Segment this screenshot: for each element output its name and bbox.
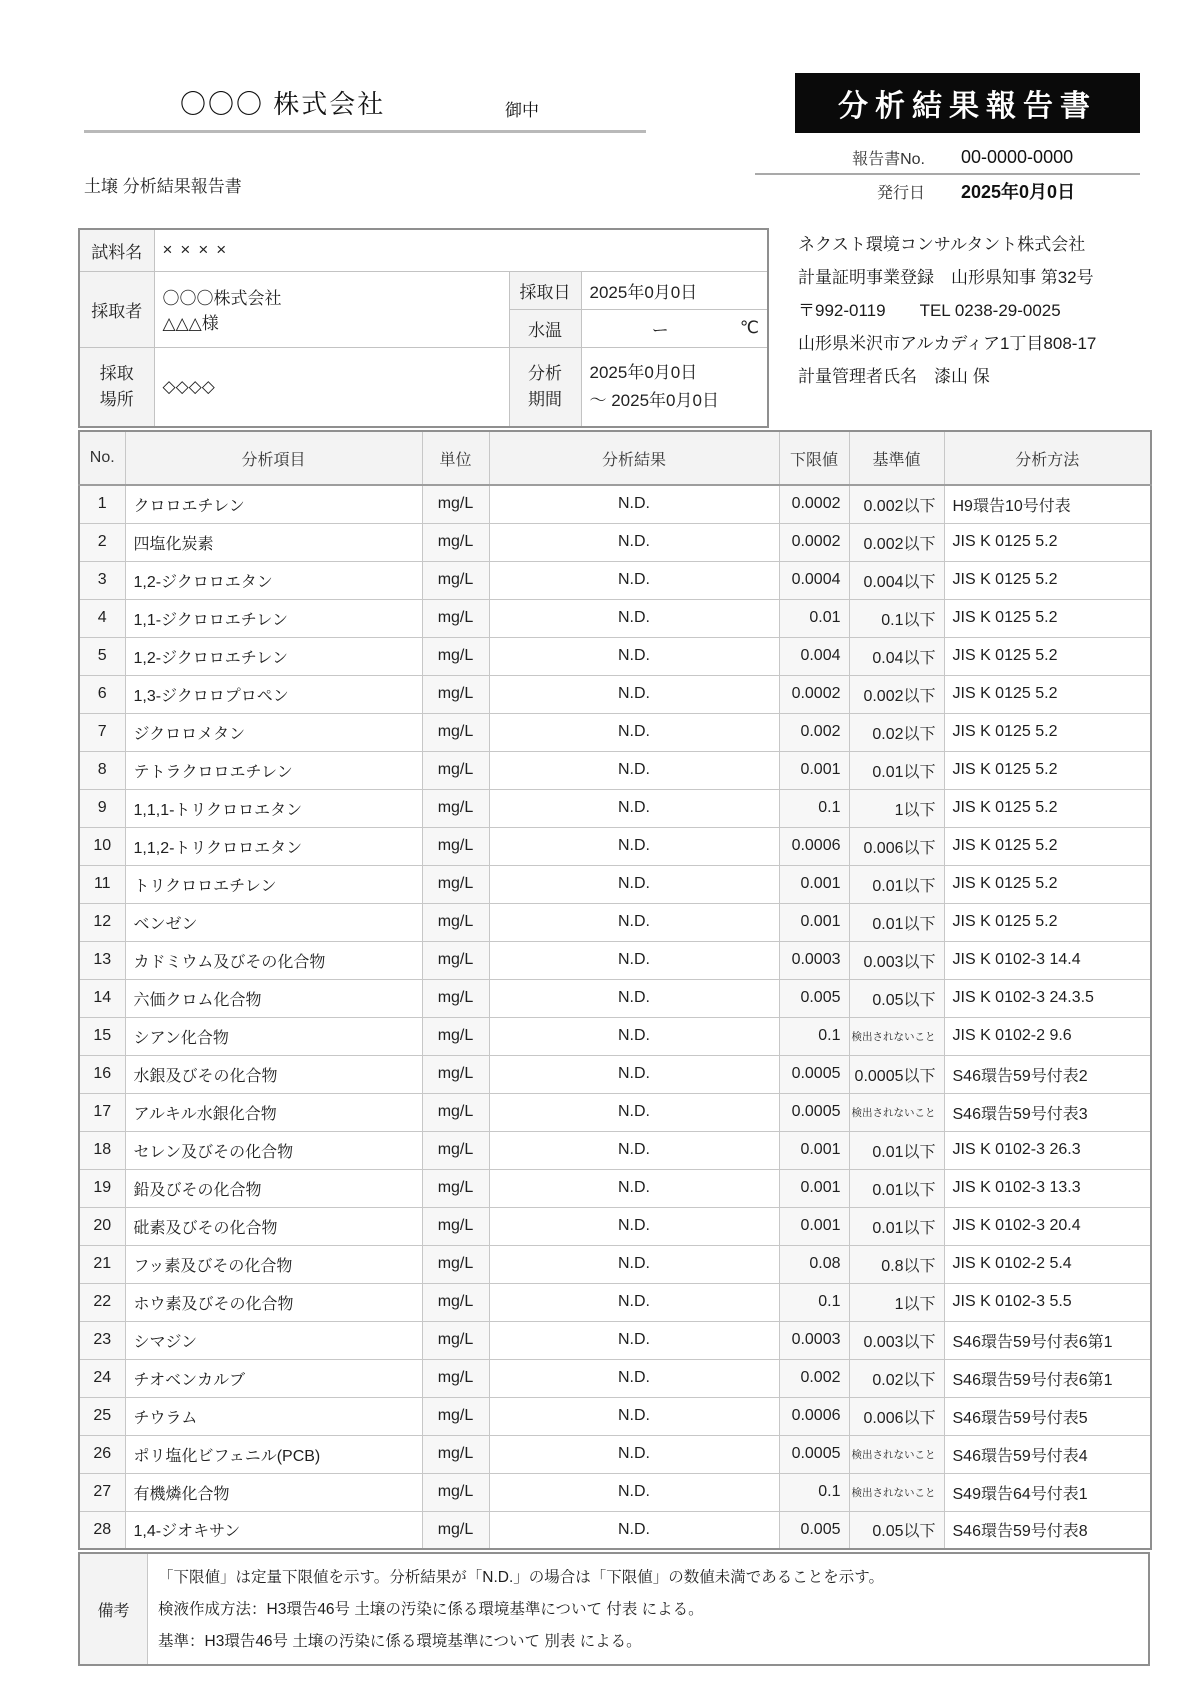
- cell-lower-limit: 0.005: [779, 979, 849, 1017]
- remarks-box: [78, 1552, 1150, 1666]
- cell-item: 鉛及びその化合物: [125, 1169, 422, 1207]
- cell-unit: mg/L: [422, 903, 489, 941]
- cell-standard: 0.002以下: [849, 675, 944, 713]
- cell-standard: 検出されないこと: [849, 1093, 944, 1131]
- cell-unit: mg/L: [422, 1055, 489, 1093]
- cell-standard: 0.02以下: [849, 713, 944, 751]
- cell-result: N.D.: [489, 599, 779, 637]
- cell-method: S46環告59号付表8: [944, 1511, 1151, 1549]
- cell-standard: 0.003以下: [849, 1321, 944, 1359]
- cell-standard: 0.02以下: [849, 1359, 944, 1397]
- cell-unit: mg/L: [422, 865, 489, 903]
- period-label-line2: 期間: [528, 389, 562, 409]
- cell-standard: 0.04以下: [849, 637, 944, 675]
- cell-method: JIS K 0125 5.2: [944, 827, 1151, 865]
- cell-lower-limit: 0.001: [779, 1169, 849, 1207]
- cell-method: JIS K 0125 5.2: [944, 751, 1151, 789]
- cell-no: 23: [79, 1321, 125, 1359]
- cell-method: JIS K 0125 5.2: [944, 903, 1151, 941]
- cell-result: N.D.: [489, 903, 779, 941]
- cell-no: 9: [79, 789, 125, 827]
- cell-standard: 0.006以下: [849, 827, 944, 865]
- cell-item: 1,4-ジオキサン: [125, 1511, 422, 1549]
- cell-method: JIS K 0102-3 5.5: [944, 1283, 1151, 1321]
- cell-standard: 0.01以下: [849, 1169, 944, 1207]
- cell-no: 28: [79, 1511, 125, 1549]
- report-no-value: 00-0000-0000: [961, 146, 1074, 167]
- cell-lower-limit: 0.0006: [779, 1397, 849, 1435]
- cell-unit: mg/L: [422, 1283, 489, 1321]
- cell-result: N.D.: [489, 1245, 779, 1283]
- sample-info-table: [78, 228, 769, 428]
- cell-item: 六価クロム化合物: [125, 979, 422, 1017]
- cell-item: チオベンカルブ: [125, 1359, 422, 1397]
- cell-unit: mg/L: [422, 1207, 489, 1245]
- cell-result: N.D.: [489, 1321, 779, 1359]
- cell-lower-limit: 0.1: [779, 789, 849, 827]
- header-method: 分析方法: [944, 431, 1151, 485]
- cell-no: 2: [79, 523, 125, 561]
- cell-lower-limit: 0.001: [779, 1131, 849, 1169]
- table-row: [79, 1245, 1151, 1283]
- cell-method: JIS K 0102-2 9.6: [944, 1017, 1151, 1055]
- cell-method: JIS K 0125 5.2: [944, 523, 1151, 561]
- lab-info-block: [798, 228, 1158, 393]
- cell-method: S46環告59号付表5: [944, 1397, 1151, 1435]
- cell-item: カドミウム及びその化合物: [125, 941, 422, 979]
- report-no-row: [755, 142, 1140, 172]
- table-row: [79, 941, 1151, 979]
- cell-item: 1,1,2-トリクロロエタン: [125, 827, 422, 865]
- cell-standard: 0.1以下: [849, 599, 944, 637]
- cell-no: 18: [79, 1131, 125, 1169]
- site-label-line2: 場所: [99, 389, 134, 409]
- cell-lower-limit: 0.005: [779, 1511, 849, 1549]
- cell-no: 14: [79, 979, 125, 1017]
- cell-item: アルキル水銀化合物: [125, 1093, 422, 1131]
- cell-method: JIS K 0102-3 20.4: [944, 1207, 1151, 1245]
- issue-date-label: 発行日: [876, 184, 925, 202]
- collector-line2: △△△様: [162, 314, 219, 333]
- cell-lower-limit: 0.0005: [779, 1055, 849, 1093]
- cell-method: JIS K 0125 5.2: [944, 789, 1151, 827]
- cell-standard: 0.002以下: [849, 523, 944, 561]
- cell-standard: 0.8以下: [849, 1245, 944, 1283]
- table-row: [79, 1359, 1151, 1397]
- cell-lower-limit: 0.1: [779, 1017, 849, 1055]
- cell-standard: 0.002以下: [849, 485, 944, 523]
- results-table: [78, 430, 1152, 1550]
- collection-date-value: 2025年0月0日: [581, 271, 768, 309]
- remarks-label: 備考: [80, 1554, 148, 1664]
- cell-no: 22: [79, 1283, 125, 1321]
- table-row: [79, 599, 1151, 637]
- cell-result: N.D.: [489, 523, 779, 561]
- cell-item: 有機燐化合物: [125, 1473, 422, 1511]
- cell-lower-limit: 0.001: [779, 751, 849, 789]
- cell-item: 1,1-ジクロロエチレン: [125, 599, 422, 637]
- cell-method: S46環告59号付表3: [944, 1093, 1151, 1131]
- cell-no: 15: [79, 1017, 125, 1055]
- cell-result: N.D.: [489, 1397, 779, 1435]
- cell-standard: 0.05以下: [849, 979, 944, 1017]
- cell-unit: mg/L: [422, 941, 489, 979]
- doc-subtitle: 土壌 分析結果報告書: [84, 177, 242, 196]
- cell-unit: mg/L: [422, 1093, 489, 1131]
- cell-method: JIS K 0125 5.2: [944, 865, 1151, 903]
- cell-method: JIS K 0125 5.2: [944, 675, 1151, 713]
- cell-standard: 0.003以下: [849, 941, 944, 979]
- cell-lower-limit: 0.001: [779, 1207, 849, 1245]
- cell-unit: mg/L: [422, 1359, 489, 1397]
- cell-result: N.D.: [489, 941, 779, 979]
- cell-no: 21: [79, 1245, 125, 1283]
- cell-unit: mg/L: [422, 1245, 489, 1283]
- water-temp-label: 水温: [509, 309, 581, 347]
- cell-result: N.D.: [489, 827, 779, 865]
- header-lower-limit: 下限値: [779, 431, 849, 485]
- cell-method: JIS K 0102-3 26.3: [944, 1131, 1151, 1169]
- cell-result: N.D.: [489, 1473, 779, 1511]
- cell-result: N.D.: [489, 1131, 779, 1169]
- cell-item: ホウ素及びその化合物: [125, 1283, 422, 1321]
- collector-line1: 〇〇〇株式会社: [162, 289, 282, 308]
- collection-date-label: 採取日: [509, 271, 581, 309]
- cell-unit: mg/L: [422, 1321, 489, 1359]
- cell-method: JIS K 0102-3 24.3.5: [944, 979, 1151, 1017]
- table-row: [79, 637, 1151, 675]
- table-row: [79, 979, 1151, 1017]
- cell-result: N.D.: [489, 1093, 779, 1131]
- cell-item: 1,1,1-トリクロロエタン: [125, 789, 422, 827]
- remarks-line: 基準：H3環告46号 土壌の汚染に係る環境基準について 別表 による。: [158, 1633, 642, 1650]
- table-row: [79, 1397, 1151, 1435]
- cell-result: N.D.: [489, 1055, 779, 1093]
- cell-method: S46環告59号付表6第1: [944, 1321, 1151, 1359]
- cell-result: N.D.: [489, 1359, 779, 1397]
- cell-no: 10: [79, 827, 125, 865]
- cell-unit: mg/L: [422, 675, 489, 713]
- cell-result: N.D.: [489, 1207, 779, 1245]
- cell-lower-limit: 0.0005: [779, 1435, 849, 1473]
- water-temp-value: ー: [651, 320, 669, 340]
- cell-method: S46環告59号付表6第1: [944, 1359, 1151, 1397]
- lab-info-line: 計量管理者氏名 漆山 保: [798, 367, 990, 386]
- cell-lower-limit: 0.004: [779, 637, 849, 675]
- cell-no: 8: [79, 751, 125, 789]
- sample-name-value: ××××: [154, 229, 768, 271]
- cell-lower-limit: 0.002: [779, 713, 849, 751]
- table-row: [79, 1511, 1151, 1549]
- cell-unit: mg/L: [422, 1511, 489, 1549]
- cell-result: N.D.: [489, 789, 779, 827]
- cell-item: フッ素及びその化合物: [125, 1245, 422, 1283]
- cell-no: 4: [79, 599, 125, 637]
- cell-unit: mg/L: [422, 599, 489, 637]
- cell-result: N.D.: [489, 751, 779, 789]
- results-tbody: [79, 485, 1151, 1549]
- cell-lower-limit: 0.0002: [779, 485, 849, 523]
- cell-item: トリクロロエチレン: [125, 865, 422, 903]
- table-row: [79, 1435, 1151, 1473]
- cell-item: 砒素及びその化合物: [125, 1207, 422, 1245]
- lab-info-line: 計量証明事業登録 山形県知事 第32号: [798, 268, 1094, 287]
- header-item: 分析項目: [125, 431, 422, 485]
- cell-lower-limit: 0.0003: [779, 941, 849, 979]
- banner-title: 分析結果報告書: [795, 73, 1140, 133]
- cell-item: テトラクロロエチレン: [125, 751, 422, 789]
- cell-method: H9環告10号付表: [944, 485, 1151, 523]
- cell-item: ポリ塩化ビフェニル(PCB): [125, 1435, 422, 1473]
- cell-result: N.D.: [489, 979, 779, 1017]
- cell-no: 27: [79, 1473, 125, 1511]
- cell-no: 12: [79, 903, 125, 941]
- cell-unit: mg/L: [422, 1397, 489, 1435]
- cell-unit: mg/L: [422, 789, 489, 827]
- cell-unit: mg/L: [422, 523, 489, 561]
- recipient-underline: [84, 130, 646, 133]
- table-row: [79, 485, 1151, 523]
- cell-unit: mg/L: [422, 1131, 489, 1169]
- cell-no: 6: [79, 675, 125, 713]
- table-row: [79, 1017, 1151, 1055]
- period-line1: 2025年0月0日: [589, 362, 698, 382]
- lab-info-line: ネクスト環境コンサルタント株式会社: [798, 235, 1086, 254]
- collector-value: [154, 271, 509, 347]
- cell-unit: mg/L: [422, 1169, 489, 1207]
- table-row: [79, 1207, 1151, 1245]
- remarks-line: 「下限値」は定量下限値を示す。分析結果が「N.D.」の場合は「下限値」の数値未満であることを示す。: [158, 1569, 885, 1586]
- cell-method: S49環告64号付表1: [944, 1473, 1151, 1511]
- cell-unit: mg/L: [422, 637, 489, 675]
- cell-no: 26: [79, 1435, 125, 1473]
- cell-item: シマジン: [125, 1321, 422, 1359]
- cell-lower-limit: 0.01: [779, 599, 849, 637]
- header-unit: 単位: [422, 431, 489, 485]
- cell-no: 19: [79, 1169, 125, 1207]
- period-line2: ～ 2025年0月0日: [589, 390, 719, 410]
- cell-lower-limit: 0.002: [779, 1359, 849, 1397]
- cell-lower-limit: 0.001: [779, 865, 849, 903]
- table-row: [79, 903, 1151, 941]
- cell-standard: 0.0005以下: [849, 1055, 944, 1093]
- results-table-header: [79, 431, 1151, 485]
- cell-item: 水銀及びその化合物: [125, 1055, 422, 1093]
- period-value: [581, 347, 768, 427]
- cell-standard: 0.01以下: [849, 751, 944, 789]
- cell-no: 7: [79, 713, 125, 751]
- cell-standard: 0.004以下: [849, 561, 944, 599]
- cell-method: JIS K 0125 5.2: [944, 637, 1151, 675]
- table-row: [79, 1131, 1151, 1169]
- water-temp-cell: [581, 309, 768, 347]
- cell-unit: mg/L: [422, 979, 489, 1017]
- site-label-line1: 採取: [99, 363, 134, 383]
- cell-no: 20: [79, 1207, 125, 1245]
- header-no: No.: [79, 431, 125, 485]
- cell-method: JIS K 0102-2 5.4: [944, 1245, 1151, 1283]
- cell-result: N.D.: [489, 1169, 779, 1207]
- cell-unit: mg/L: [422, 485, 489, 523]
- table-row: [79, 1321, 1151, 1359]
- report-no-label: 報告書No.: [852, 150, 925, 168]
- cell-lower-limit: 0.1: [779, 1283, 849, 1321]
- cell-lower-limit: 0.0002: [779, 523, 849, 561]
- cell-no: 5: [79, 637, 125, 675]
- cell-method: JIS K 0125 5.2: [944, 599, 1151, 637]
- cell-standard: 1以下: [849, 789, 944, 827]
- cell-lower-limit: 0.08: [779, 1245, 849, 1283]
- site-value: ◇◇◇◇: [154, 347, 509, 427]
- cell-no: 11: [79, 865, 125, 903]
- cell-item: クロロエチレン: [125, 485, 422, 523]
- meta-underline: [755, 173, 1140, 175]
- cell-unit: mg/L: [422, 827, 489, 865]
- cell-no: 13: [79, 941, 125, 979]
- collector-label: 採取者: [79, 271, 154, 347]
- cell-standard: 0.01以下: [849, 1207, 944, 1245]
- recipient-honorific: 御中: [505, 101, 539, 120]
- issue-date-row: [755, 176, 1140, 206]
- cell-result: N.D.: [489, 675, 779, 713]
- cell-unit: mg/L: [422, 1473, 489, 1511]
- table-row: [79, 713, 1151, 751]
- lab-info-line: 〒992-0119 TEL 0238-29-0025: [798, 301, 1061, 320]
- remarks-line: 検液作成方法：H3環告46号 土壌の汚染に係る環境基準について 付表 による。: [158, 1601, 704, 1618]
- table-row: [79, 1169, 1151, 1207]
- table-row: [79, 523, 1151, 561]
- cell-standard: 検出されないこと: [849, 1473, 944, 1511]
- cell-unit: mg/L: [422, 561, 489, 599]
- cell-method: S46環告59号付表4: [944, 1435, 1151, 1473]
- cell-standard: 0.01以下: [849, 903, 944, 941]
- cell-no: 3: [79, 561, 125, 599]
- table-row: [79, 675, 1151, 713]
- cell-lower-limit: 0.0006: [779, 827, 849, 865]
- table-row: [79, 751, 1151, 789]
- cell-result: N.D.: [489, 1283, 779, 1321]
- cell-result: N.D.: [489, 713, 779, 751]
- sample-name-label: 試料名: [79, 229, 154, 271]
- table-row: [79, 827, 1151, 865]
- header-result: 分析結果: [489, 431, 779, 485]
- cell-method: JIS K 0125 5.2: [944, 713, 1151, 751]
- cell-lower-limit: 0.0004: [779, 561, 849, 599]
- cell-lower-limit: 0.0002: [779, 675, 849, 713]
- cell-result: N.D.: [489, 865, 779, 903]
- cell-unit: mg/L: [422, 1017, 489, 1055]
- cell-no: 1: [79, 485, 125, 523]
- cell-unit: mg/L: [422, 713, 489, 751]
- recipient-company: 〇〇〇 株式会社: [180, 89, 386, 119]
- cell-result: N.D.: [489, 637, 779, 675]
- cell-result: N.D.: [489, 1435, 779, 1473]
- cell-standard: 0.01以下: [849, 865, 944, 903]
- period-label: [509, 347, 581, 427]
- cell-no: 17: [79, 1093, 125, 1131]
- cell-method: JIS K 0102-3 13.3: [944, 1169, 1151, 1207]
- cell-standard: 0.01以下: [849, 1131, 944, 1169]
- cell-no: 16: [79, 1055, 125, 1093]
- table-row: [79, 561, 1151, 599]
- cell-unit: mg/L: [422, 751, 489, 789]
- cell-lower-limit: 0.001: [779, 903, 849, 941]
- cell-lower-limit: 0.0005: [779, 1093, 849, 1131]
- cell-item: セレン及びその化合物: [125, 1131, 422, 1169]
- cell-result: N.D.: [489, 1017, 779, 1055]
- cell-item: ベンゼン: [125, 903, 422, 941]
- cell-result: N.D.: [489, 561, 779, 599]
- cell-method: S46環告59号付表2: [944, 1055, 1151, 1093]
- cell-method: JIS K 0125 5.2: [944, 561, 1151, 599]
- cell-item: 四塩化炭素: [125, 523, 422, 561]
- issue-date-value: 2025年0月0日: [961, 182, 1076, 202]
- site-label: [79, 347, 154, 427]
- cell-standard: 検出されないこと: [849, 1435, 944, 1473]
- cell-result: N.D.: [489, 1511, 779, 1549]
- cell-item: 1,2-ジクロロエタン: [125, 561, 422, 599]
- cell-result: N.D.: [489, 485, 779, 523]
- cell-item: ジクロロメタン: [125, 713, 422, 751]
- cell-no: 25: [79, 1397, 125, 1435]
- cell-standard: 0.05以下: [849, 1511, 944, 1549]
- cell-method: JIS K 0102-3 14.4: [944, 941, 1151, 979]
- header-standard: 基準値: [849, 431, 944, 485]
- cell-item: 1,2-ジクロロエチレン: [125, 637, 422, 675]
- period-label-line1: 分析: [528, 363, 562, 383]
- table-row: [79, 789, 1151, 827]
- lab-info-line: 山形県米沢市アルカディア1丁目808-17: [798, 334, 1097, 353]
- cell-lower-limit: 0.0003: [779, 1321, 849, 1359]
- cell-no: 24: [79, 1359, 125, 1397]
- cell-item: 1,3-ジクロロプロペン: [125, 675, 422, 713]
- cell-standard: 検出されないこと: [849, 1017, 944, 1055]
- table-row: [79, 1093, 1151, 1131]
- table-row: [79, 1283, 1151, 1321]
- table-row: [79, 865, 1151, 903]
- remarks-body: [148, 1554, 1148, 1664]
- water-temp-unit: ℃: [739, 318, 760, 337]
- table-row: [79, 1055, 1151, 1093]
- cell-unit: mg/L: [422, 1435, 489, 1473]
- cell-standard: 0.006以下: [849, 1397, 944, 1435]
- cell-standard: 1以下: [849, 1283, 944, 1321]
- cell-item: シアン化合物: [125, 1017, 422, 1055]
- table-row: [79, 1473, 1151, 1511]
- cell-lower-limit: 0.1: [779, 1473, 849, 1511]
- cell-item: チウラム: [125, 1397, 422, 1435]
